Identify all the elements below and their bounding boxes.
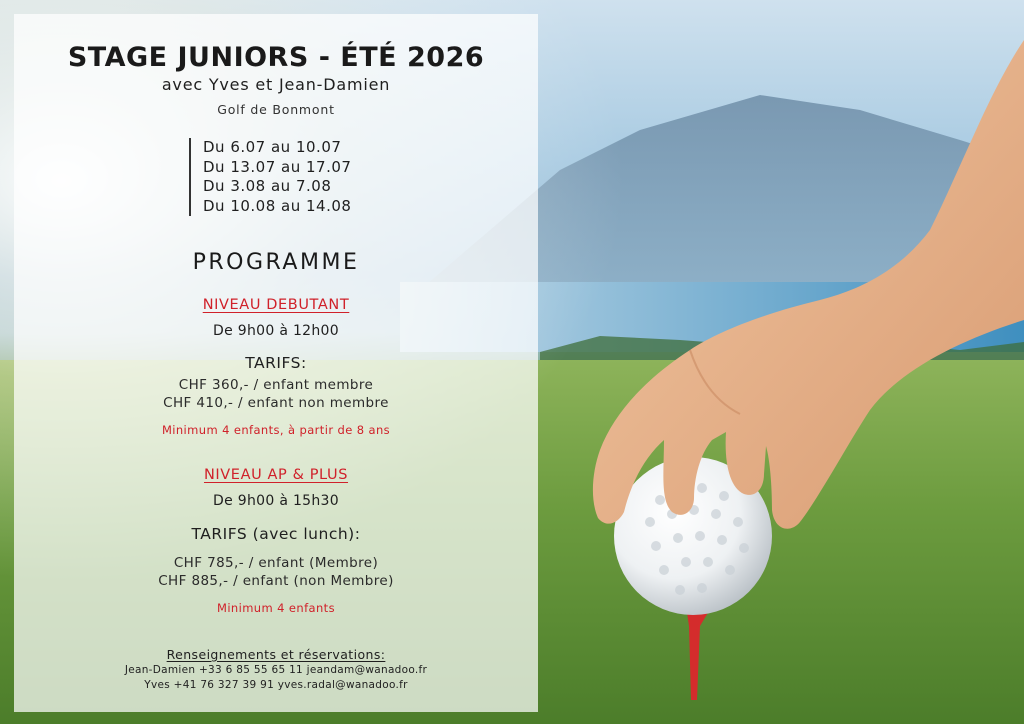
ap-price-non-member: CHF 885,- / enfant (non Membre) — [158, 573, 394, 589]
venue-name: Golf de Bonmont — [217, 102, 335, 117]
poster-title: STAGE JUNIORS - ÉTÉ 2026 — [67, 42, 485, 73]
session-date-2: Du 13.07 au 17.07 — [203, 157, 352, 176]
poster-subtitle: avec Yves et Jean-Damien — [161, 75, 391, 94]
contact-heading: Renseignements et réservations: — [166, 647, 386, 662]
info-panel — [14, 14, 538, 712]
session-date-4: Du 10.08 au 14.08 — [203, 196, 352, 215]
level-debutant-label: NIVEAU DEBUTANT — [202, 297, 350, 313]
debutant-hours: De 9h00 à 12h00 — [213, 323, 339, 339]
session-date-3: Du 3.08 au 7.08 — [203, 177, 332, 195]
level-ap-heading — [14, 467, 538, 483]
debutant-price-non-member: CHF 410,- / enfant non membre — [163, 395, 389, 411]
session-date-1: Du 6.07 au 10.07 — [203, 138, 342, 156]
level-ap-label: NIVEAU AP & PLUS — [203, 467, 349, 483]
ap-minimum-note: Minimum 4 enfants — [217, 601, 335, 615]
contact-yves: Yves +41 76 327 39 91 yves.radal@wanadoo.fr — [144, 679, 408, 691]
ap-hours: De 9h00 à 15h30 — [213, 493, 339, 509]
session-dates — [189, 138, 351, 216]
contact-jean-damien: Jean-Damien +33 6 85 55 65 11 jeandam@wanadoo.fr — [124, 664, 428, 676]
debutant-tarifs-heading: TARIFS: — [245, 354, 307, 372]
ap-tarifs-heading: TARIFS (avec lunch): — [191, 525, 361, 543]
programme-heading: PROGRAMME — [192, 250, 360, 275]
debutant-price-member: CHF 360,- / enfant membre — [178, 377, 374, 393]
level-debutant-heading — [14, 297, 538, 313]
ap-price-member: CHF 785,- / enfant (Membre) — [173, 555, 379, 571]
debutant-minimum-note: Minimum 4 enfants, à partir de 8 ans — [161, 423, 391, 437]
